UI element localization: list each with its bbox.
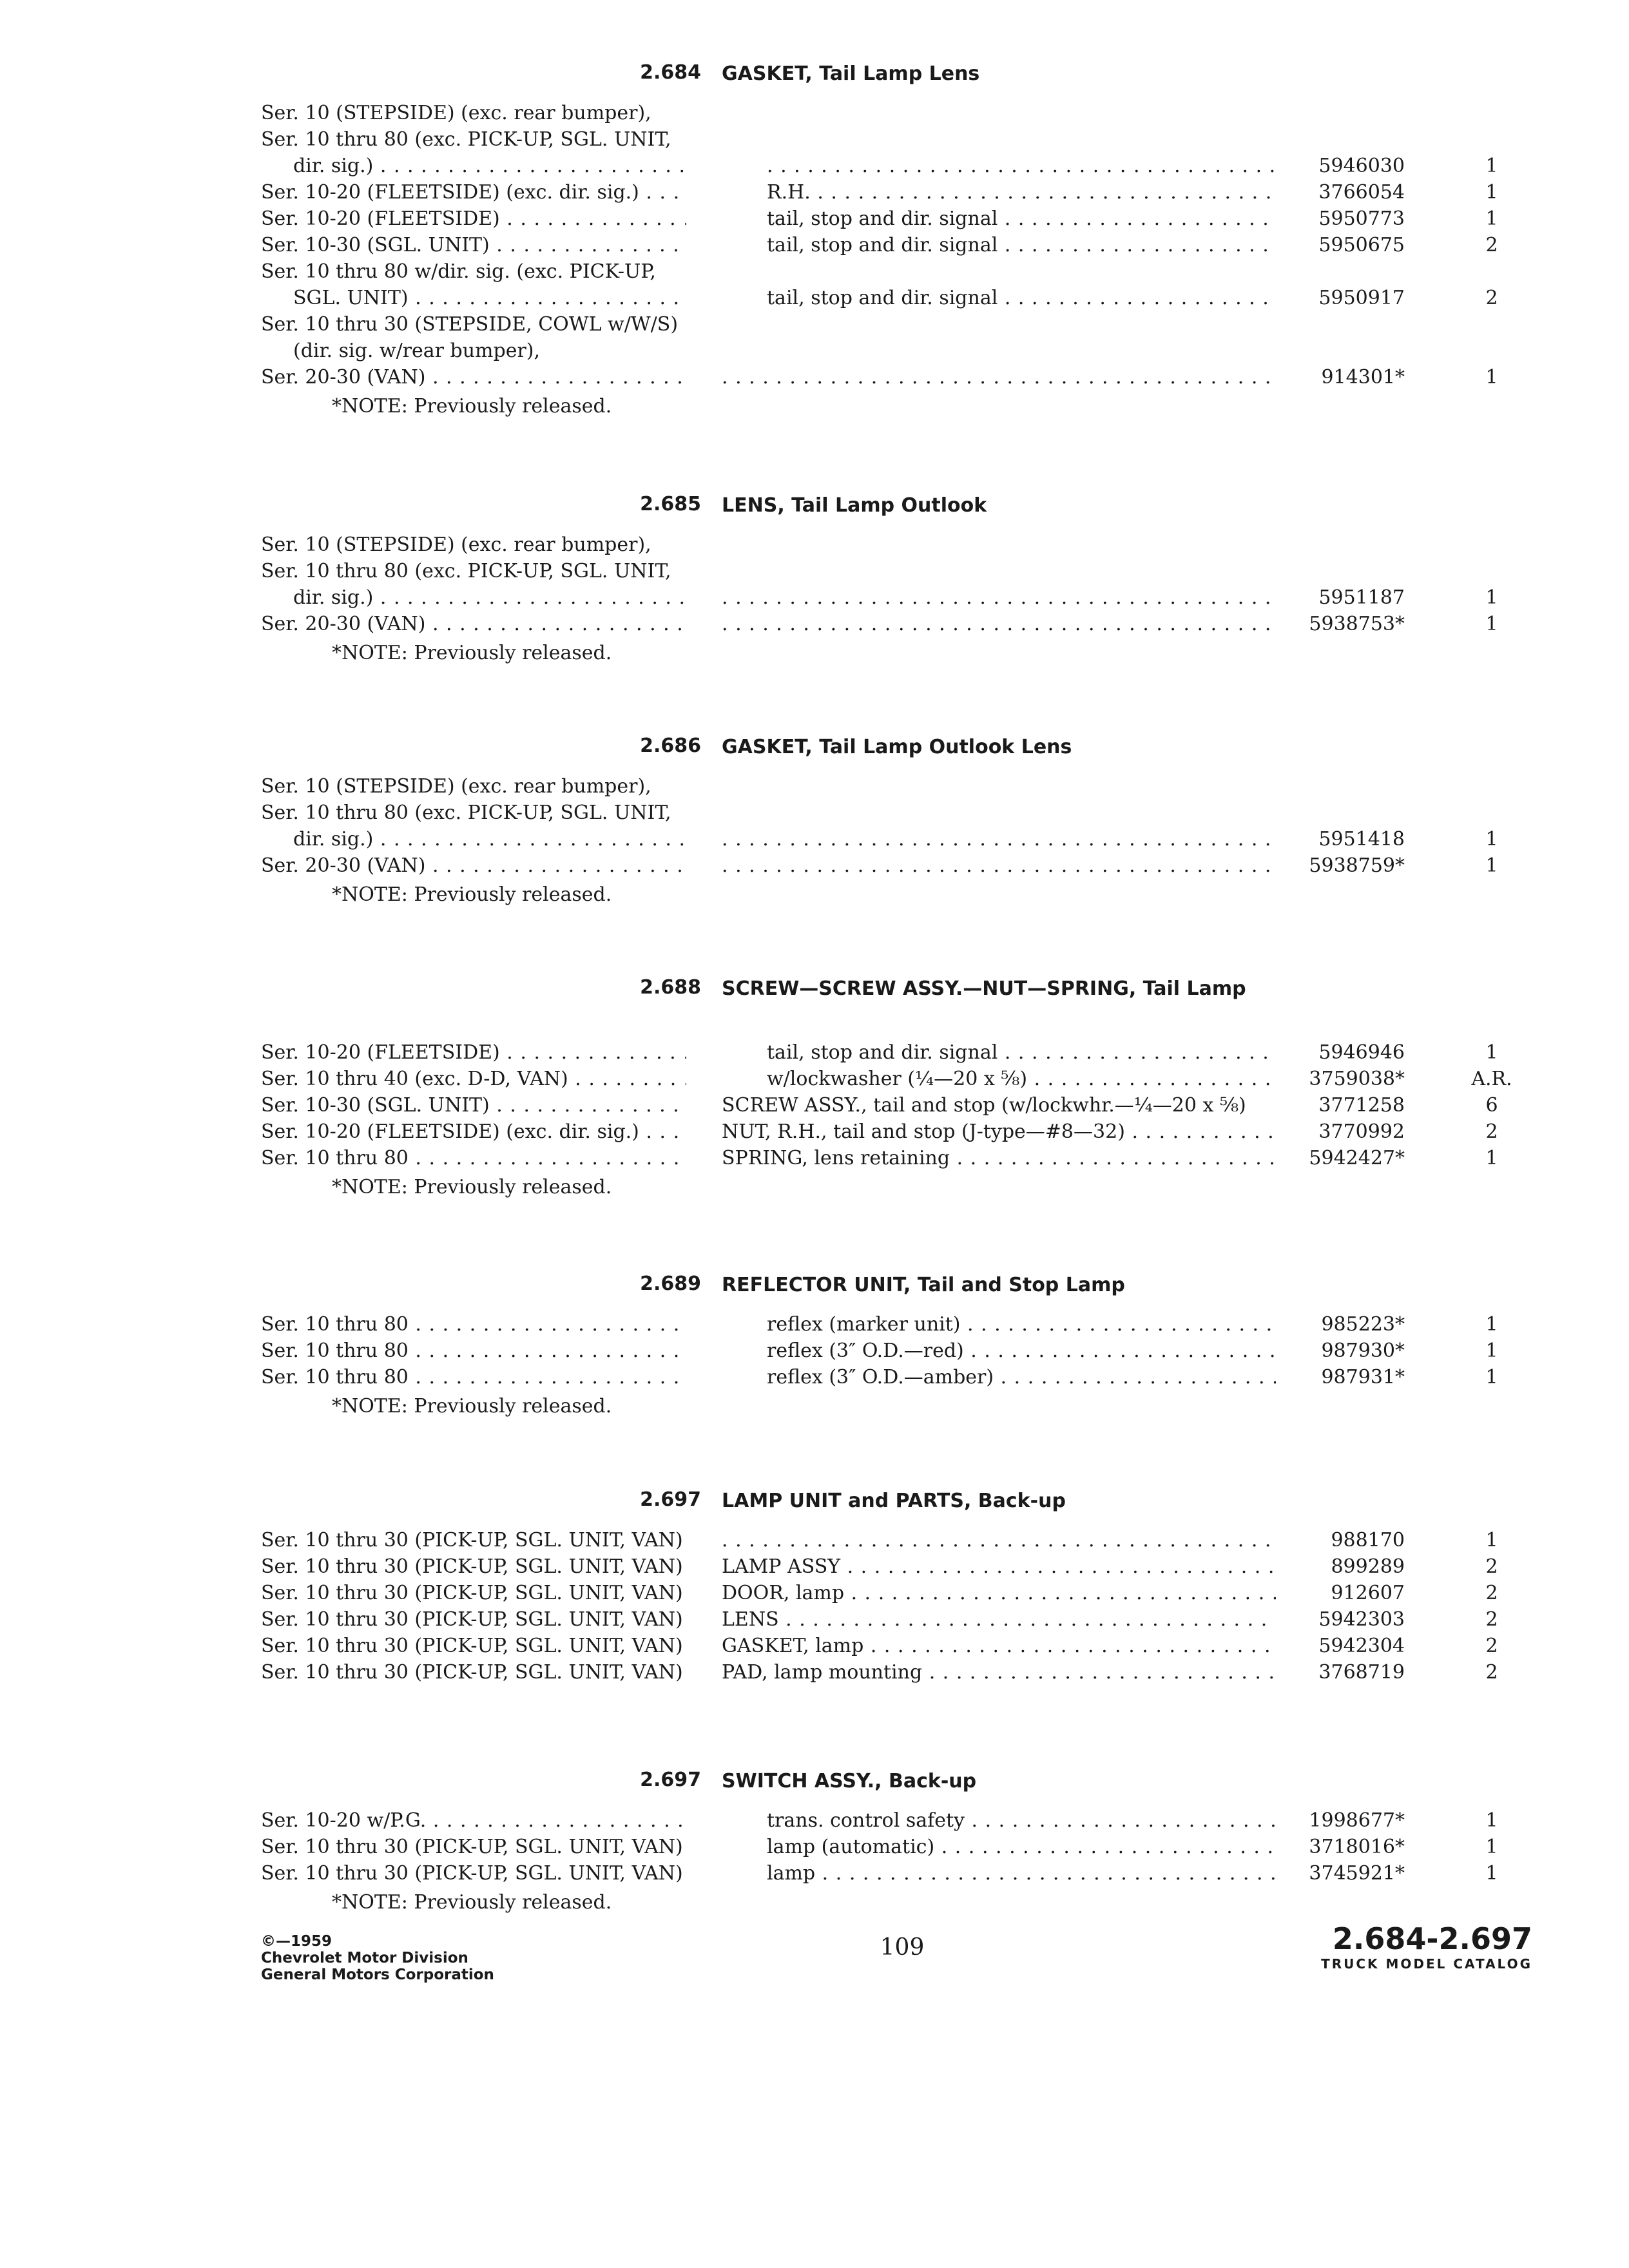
section-title: SCREW—SCREW ASSY.—NUT—SPRING, Tail Lamp: [722, 977, 1246, 1000]
table-row: [0, 126, 1629, 153]
quantity: 1: [1485, 1809, 1498, 1832]
section-number: 2.697: [640, 1488, 701, 1511]
section-number: 2.684: [640, 61, 701, 84]
table-row: [0, 153, 1629, 179]
quantity: 1: [1485, 1340, 1498, 1362]
model-series: Ser. 10 thru 30 (PICK-UP, SGL. UNIT, VAN): [261, 1635, 683, 1657]
table-row: [0, 1580, 1629, 1606]
part-number: 912607: [1331, 1582, 1405, 1604]
table-row: [0, 1364, 1629, 1390]
part-description: tail, stop and dir. signal . . .: [767, 206, 1276, 232]
section-title: LENS, Tail Lamp Outlook: [722, 494, 987, 517]
part-description: reflex (marker unit) . . .: [767, 1311, 1276, 1338]
quantity: 1: [1485, 1313, 1498, 1336]
section-number: 2.689: [640, 1273, 701, 1295]
table-row: [0, 611, 1629, 637]
part-description: [722, 611, 1276, 637]
quantity: 1: [1485, 586, 1498, 609]
section-number: 2.688: [640, 976, 701, 999]
part-number: 914301*: [1321, 366, 1405, 389]
part-number: 3770992: [1318, 1120, 1405, 1143]
model-series: Ser. 10 thru 30 (STEPSIDE, COWL w/W/S): [261, 313, 679, 336]
quantity: 1: [1485, 1147, 1498, 1169]
part-number: 3718016*: [1309, 1836, 1405, 1858]
model-series: Ser. 10-20 (FLEETSIDE) . . .: [261, 1039, 686, 1066]
model-series: Ser. 10 (STEPSIDE) (exc. rear bumper),: [261, 533, 651, 556]
table-row: [0, 532, 1629, 558]
section-number: 2.686: [640, 735, 701, 757]
part-number: 3759038*: [1309, 1068, 1405, 1090]
quantity: 2: [1485, 1608, 1498, 1631]
table-row: [0, 1860, 1629, 1887]
table-row: [0, 773, 1629, 800]
quantity: A.R.: [1471, 1068, 1512, 1090]
part-description: [722, 1527, 1276, 1553]
section-note: [0, 390, 1629, 423]
footer-division: Chevrolet Motor Division: [261, 1950, 468, 1966]
part-number: 988170: [1331, 1529, 1405, 1552]
model-series: Ser. 10-20 (FLEETSIDE) (exc. dir. sig.) . . .: [261, 1119, 686, 1145]
model-series: Ser. 10 thru 30 (PICK-UP, SGL. UNIT, VAN): [261, 1661, 683, 1684]
table-row: [0, 1119, 1629, 1145]
quantity: 1: [1485, 1862, 1498, 1885]
note-text: *NOTE: Previously released.: [332, 395, 612, 418]
model-series: (dir. sig. w/rear bumper),: [293, 340, 541, 362]
model-series: Ser. 10 thru 80 (exc. PICK-UP, SGL. UNIT,: [261, 802, 671, 824]
part-description: reflex (3″ O.D.—red) . . .: [767, 1338, 1276, 1364]
footer-catalog: [1321, 1921, 1532, 1972]
part-description: [722, 364, 1276, 390]
part-description: lamp (automatic) . . .: [767, 1834, 1276, 1860]
part-description: R.H. . . .: [767, 179, 1276, 206]
table-row: [0, 1338, 1629, 1364]
section-title: GASKET, Tail Lamp Lens: [722, 62, 980, 85]
section-number: 2.685: [640, 493, 701, 515]
footer-publisher: [261, 1933, 494, 1983]
model-series: Ser. 20-30 (VAN) . . .: [261, 611, 686, 637]
model-series: dir. sig.) . . .: [293, 153, 686, 179]
part-description: [722, 852, 1276, 879]
table-row: [0, 206, 1629, 232]
footer-range: 2.684-2.697: [1332, 1921, 1532, 1956]
table-row: [0, 311, 1629, 338]
note-text: *NOTE: Previously released.: [332, 1176, 612, 1198]
section-heading: [0, 1273, 1629, 1311]
part-description: trans. control safety . . .: [767, 1807, 1276, 1834]
note-text: *NOTE: Previously released.: [332, 1395, 612, 1418]
table-row: [0, 558, 1629, 584]
part-description: SCREW ASSY., tail and stop (w/lockwhr.—¼—20 x ⅝): [722, 1094, 1246, 1117]
section-note: [0, 879, 1629, 911]
part-number: 3768719: [1318, 1661, 1405, 1684]
part-description: DOOR, lamp . . .: [722, 1580, 1276, 1606]
part-number: 5950773: [1318, 207, 1405, 230]
part-number: 3771258: [1318, 1094, 1405, 1117]
part-description: [767, 153, 1276, 179]
section: [0, 976, 1629, 1204]
table-row: [0, 1311, 1629, 1338]
quantity: 2: [1485, 234, 1498, 256]
table-row: [0, 338, 1629, 364]
model-series: Ser. 10 thru 80 . . .: [261, 1311, 686, 1338]
quantity: 1: [1485, 181, 1498, 204]
part-number: 5951418: [1318, 828, 1405, 850]
table-row: [0, 1066, 1629, 1092]
part-description: lamp . . .: [767, 1860, 1276, 1887]
quantity: 2: [1485, 1555, 1498, 1578]
model-series: Ser. 10 thru 80 . . .: [261, 1145, 686, 1171]
part-number: 5942427*: [1309, 1147, 1405, 1169]
section: [0, 61, 1629, 423]
section-title: SWITCH ASSY., Back-up: [722, 1770, 977, 1792]
model-series: Ser. 10 thru 80 (exc. PICK-UP, SGL. UNIT,: [261, 560, 671, 582]
footer-copyright: ©—1959: [261, 1933, 333, 1950]
model-series: Ser. 10 thru 30 (PICK-UP, SGL. UNIT, VAN): [261, 1529, 683, 1552]
footer-catalog-name: TRUCK MODEL CATALOG: [1321, 1956, 1532, 1972]
part-number: 987931*: [1321, 1366, 1405, 1389]
part-number: 5951187: [1318, 586, 1405, 609]
part-description: LENS . . .: [722, 1606, 1276, 1633]
model-series: Ser. 10-20 (FLEETSIDE) . . .: [261, 206, 686, 232]
quantity: 1: [1485, 207, 1498, 230]
model-series: Ser. 10 thru 30 (PICK-UP, SGL. UNIT, VAN): [261, 1608, 683, 1631]
table-row: [0, 1092, 1629, 1119]
part-number: 5942304: [1318, 1635, 1405, 1657]
model-series: Ser. 10 thru 80 (exc. PICK-UP, SGL. UNIT,: [261, 128, 671, 151]
part-description: GASKET, lamp . . .: [722, 1633, 1276, 1659]
section-title: LAMP UNIT and PARTS, Back-up: [722, 1490, 1066, 1512]
quantity: 1: [1485, 1366, 1498, 1389]
quantity: 1: [1485, 828, 1498, 850]
part-number: 985223*: [1321, 1313, 1405, 1336]
quantity: 1: [1485, 155, 1498, 177]
section-heading: [0, 1769, 1629, 1807]
part-number: 5938753*: [1309, 613, 1405, 635]
part-number: 5950917: [1318, 287, 1405, 309]
part-number: 5946030: [1318, 155, 1405, 177]
table-row: [0, 1553, 1629, 1580]
table-row: [0, 1633, 1629, 1659]
model-series: Ser. 10 thru 80 . . .: [261, 1364, 686, 1390]
table-row: [0, 800, 1629, 826]
model-series: Ser. 10-30 (SGL. UNIT) . . .: [261, 1092, 686, 1119]
model-series: Ser. 10-20 (FLEETSIDE) (exc. dir. sig.) . . .: [261, 179, 686, 206]
quantity: 6: [1485, 1094, 1498, 1117]
table-row: [0, 1606, 1629, 1633]
part-number: 5950675: [1318, 234, 1405, 256]
part-description: [722, 584, 1276, 611]
section-heading: [0, 976, 1629, 1039]
quantity: 2: [1485, 1635, 1498, 1657]
table-row: [0, 852, 1629, 879]
model-series: Ser. 10-20 w/P.G. . . .: [261, 1807, 686, 1834]
model-series: dir. sig.) . . .: [293, 826, 686, 852]
section: [0, 493, 1629, 669]
section: [0, 1488, 1629, 1686]
page-number: 109: [880, 1934, 925, 1961]
model-series: Ser. 10 thru 40 (exc. D-D, VAN) . . .: [261, 1066, 686, 1092]
note-text: *NOTE: Previously released.: [332, 1891, 612, 1914]
model-series: Ser. 10 thru 30 (PICK-UP, SGL. UNIT, VAN): [261, 1555, 683, 1578]
model-series: Ser. 10 (STEPSIDE) (exc. rear bumper),: [261, 102, 651, 124]
part-number: 987930*: [1321, 1340, 1405, 1362]
quantity: 2: [1485, 1120, 1498, 1143]
table-row: [0, 1145, 1629, 1171]
table-row: [0, 584, 1629, 611]
model-series: Ser. 20-30 (VAN) . . .: [261, 852, 686, 879]
part-description: [722, 826, 1276, 852]
section-heading: [0, 61, 1629, 100]
part-description: SPRING, lens retaining . . .: [722, 1145, 1276, 1171]
section-heading: [0, 493, 1629, 532]
section: [0, 1769, 1629, 1919]
table-row: [0, 258, 1629, 285]
quantity: 1: [1485, 1529, 1498, 1552]
quantity: 1: [1485, 366, 1498, 389]
model-series: Ser. 10 (STEPSIDE) (exc. rear bumper),: [261, 775, 651, 798]
section: [0, 1273, 1629, 1423]
part-description: w/lockwasher (¼—20 x ⅝) . . .: [767, 1066, 1276, 1092]
table-row: [0, 285, 1629, 311]
section-title: GASKET, Tail Lamp Outlook Lens: [722, 736, 1072, 758]
section: [0, 735, 1629, 911]
table-row: [0, 100, 1629, 126]
quantity: 1: [1485, 854, 1498, 877]
section-heading: [0, 735, 1629, 773]
quantity: 1: [1485, 1836, 1498, 1858]
part-description: tail, stop and dir. signal . . .: [767, 232, 1276, 258]
section-title: REFLECTOR UNIT, Tail and Stop Lamp: [722, 1274, 1125, 1296]
part-description: PAD, lamp mounting . . .: [722, 1659, 1276, 1686]
model-series: Ser. 20-30 (VAN) . . .: [261, 364, 686, 390]
table-row: [0, 364, 1629, 390]
part-description: reflex (3″ O.D.—amber) . . .: [767, 1364, 1276, 1390]
table-row: [0, 179, 1629, 206]
model-series: Ser. 10 thru 30 (PICK-UP, SGL. UNIT, VAN): [261, 1862, 683, 1885]
part-number: 5946946: [1318, 1041, 1405, 1064]
table-row: [0, 1659, 1629, 1686]
part-number: 3766054: [1318, 181, 1405, 204]
footer-corporation: General Motors Corporation: [261, 1966, 494, 1983]
part-description: tail, stop and dir. signal . . .: [767, 1039, 1276, 1066]
note-text: *NOTE: Previously released.: [332, 883, 612, 906]
quantity: 2: [1485, 1582, 1498, 1604]
quantity: 2: [1485, 1661, 1498, 1684]
part-description: LAMP ASSY . . .: [722, 1553, 1276, 1580]
model-series: dir. sig.) . . .: [293, 584, 686, 611]
section-number: 2.697: [640, 1769, 701, 1791]
part-number: 3745921*: [1309, 1862, 1405, 1885]
section-note: [0, 1171, 1629, 1204]
model-series: Ser. 10 thru 80 . . .: [261, 1338, 686, 1364]
part-description: NUT, R.H., tail and stop (J-type—#8—32) . . .: [722, 1119, 1276, 1145]
section-note: [0, 1887, 1629, 1919]
table-row: [0, 1834, 1629, 1860]
table-row: [0, 1039, 1629, 1066]
quantity: 1: [1485, 613, 1498, 635]
part-number: 5942303: [1318, 1608, 1405, 1631]
part-number: 5938759*: [1309, 854, 1405, 877]
quantity: 1: [1485, 1041, 1498, 1064]
part-number: 899289: [1331, 1555, 1405, 1578]
note-text: *NOTE: Previously released.: [332, 642, 612, 664]
part-number: 1998677*: [1309, 1809, 1405, 1832]
model-series: Ser. 10-30 (SGL. UNIT) . . .: [261, 232, 686, 258]
table-row: [0, 826, 1629, 852]
section-note: [0, 637, 1629, 669]
table-row: [0, 1807, 1629, 1834]
section-note: [0, 1390, 1629, 1423]
model-series: SGL. UNIT) . . .: [293, 285, 686, 311]
table-row: [0, 232, 1629, 258]
table-row: [0, 1527, 1629, 1553]
model-series: Ser. 10 thru 80 w/dir. sig. (exc. PICK-UP,: [261, 260, 656, 283]
part-description: tail, stop and dir. signal . . .: [767, 285, 1276, 311]
model-series: Ser. 10 thru 30 (PICK-UP, SGL. UNIT, VAN): [261, 1836, 683, 1858]
model-series: Ser. 10 thru 30 (PICK-UP, SGL. UNIT, VAN): [261, 1582, 683, 1604]
quantity: 2: [1485, 287, 1498, 309]
section-heading: [0, 1488, 1629, 1527]
